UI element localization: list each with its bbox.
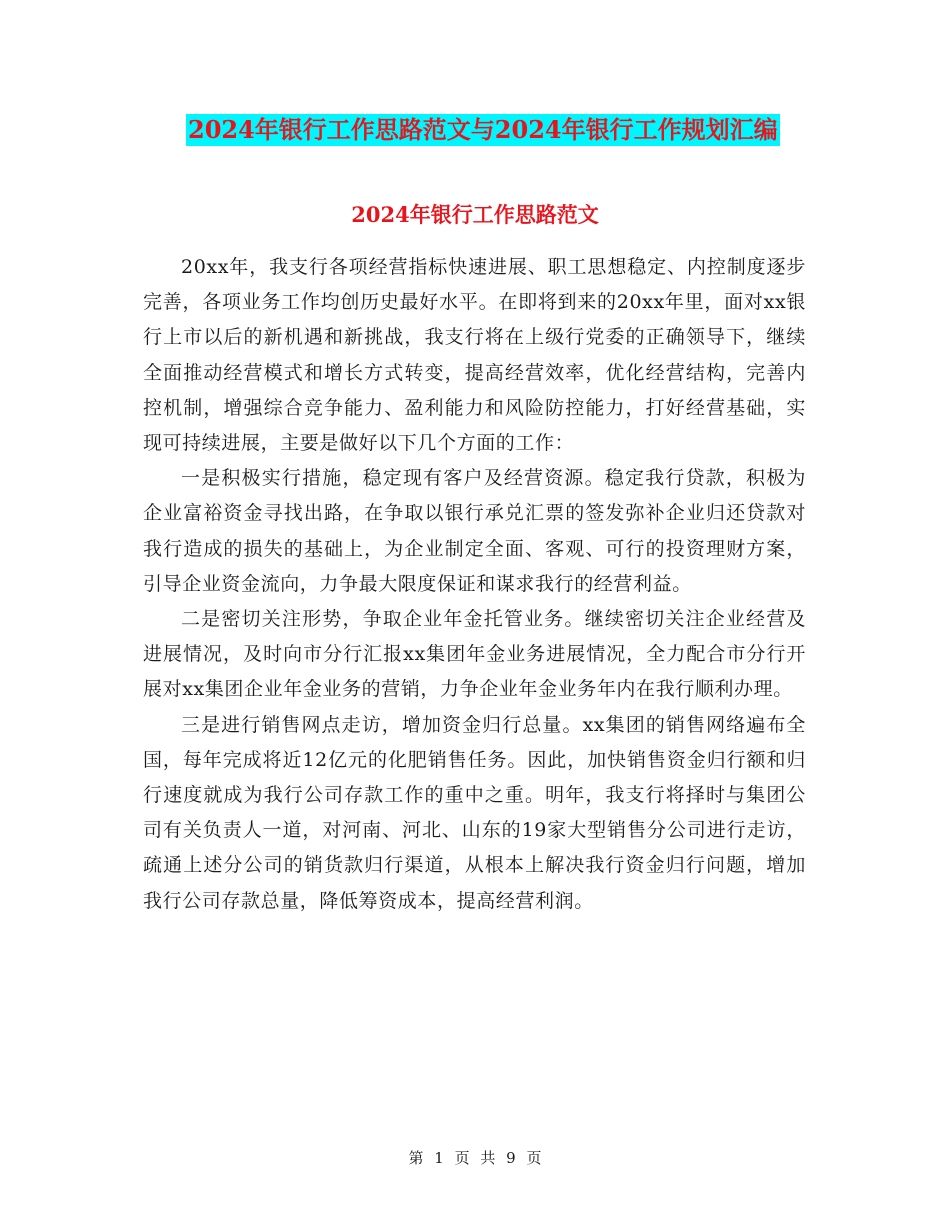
section-title: 2024年银行工作思路范文	[351, 202, 599, 227]
main-title: 2024年银行工作思路范文与2024年银行工作规划汇编	[188, 115, 778, 144]
paragraph-item-1: 一是积极实行措施，稳定现有客户及经营资源。稳定我行贷款，积极为企业富裕资金寻找出路，在争取以银行承兑汇票的签发弥补企业归还贷款对我行造成的损失的基础上，为企业制定全面、客观、可行的投资理财方案，引导企业资金流向，力争最大限度保证和谋求我行的经营利益。	[143, 467, 806, 595]
page-footer: 第 1 页 共 9 页	[408, 1149, 542, 1167]
paragraph-intro: 20xx年，我支行各项经营指标快速进展、职工思想稳定、内控制度逐步完善，各项业务工作均创历史最好水平。在即将到来的20xx年里，面对xx银行上市以后的新机遇和新挑战，我支行将在上级行党委的正确领导下，继续全面推动经营模式和增长方式转变，提高经营效率，优化经营结构，完善内控机制，增强综合竞争能力、盈利能力和风险防控能力，打好经营基础，实现可持续进展，主要是做好以下几个方面的工作：	[143, 256, 806, 455]
body-text	[143, 250, 806, 919]
paragraph-item-3: 三是进行销售网点走访，增加资金归行总量。xx集团的销售网络遍布全国，每年完成将近12亿元的化肥销售任务。因此，加快销售资金归行额和归行速度就成为我行公司存款工作的重中之重。明年，我支行将择时与集团公司有关负责人一道，对河南、河北、山东的19家大型销售分公司进行走访，疏通上述分公司的销货款归行渠道，从根本上解决我行资金归行问题，增加我行公司存款总量，降低筹资成本，提高经营利润。	[143, 713, 806, 912]
paragraph-item-2: 二是密切关注形势，争取企业年金托管业务。继续密切关注企业经营及进展情况，及时向市分行汇报xx集团年金业务进展情况，全力配合市分行开展对xx集团企业年金业务的营销，力争企业年金业务年内在我行顺利办理。	[143, 608, 806, 701]
